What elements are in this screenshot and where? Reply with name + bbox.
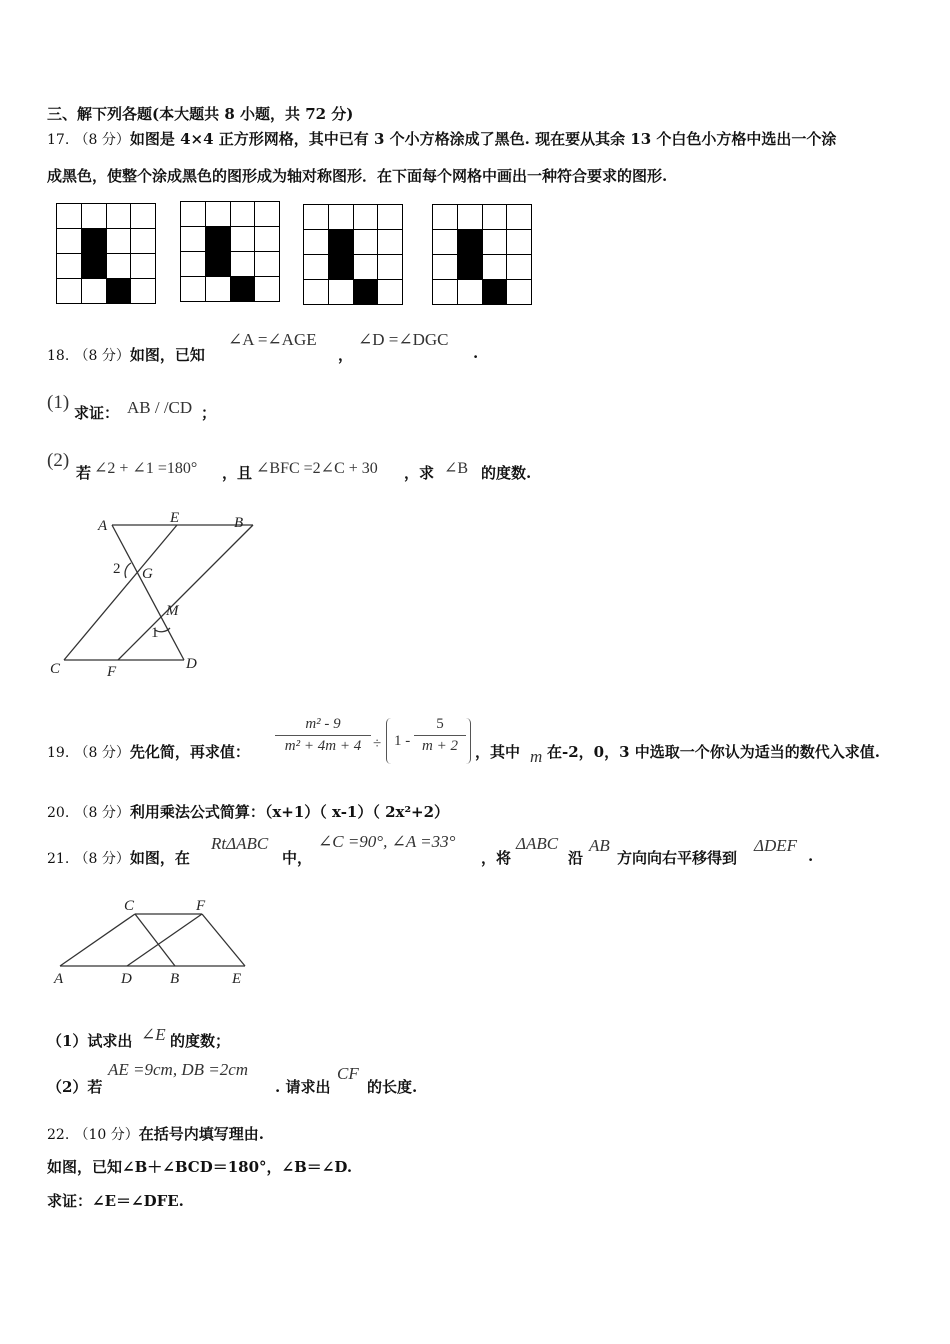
- q21-label-b: B: [170, 971, 180, 987]
- q19-paren-right: [466, 718, 471, 764]
- q18-line: [47, 344, 205, 365]
- q18-seg-ec: [64, 525, 177, 660]
- q18-p1-text: 求证：: [74, 404, 120, 422]
- q21-p2-mid: . 请求出: [275, 1078, 331, 1096]
- q19-score: （8 分）: [74, 745, 130, 761]
- q17-line2: 成黑色，使整个涂成黑色的图形成为轴对称图形．在下面每个网格中画出一种符合要求的图形.: [47, 167, 668, 185]
- grid-1[interactable]: [56, 203, 156, 304]
- q18-seg-bf: [118, 525, 253, 660]
- q19-fraction-2: [414, 716, 466, 755]
- q18-p2-mid: ，且: [222, 464, 253, 482]
- q18-p2-pre: 若: [76, 464, 92, 482]
- q18-figure: [40, 500, 280, 690]
- q17-text1: 如图是 4×4 正方形网格，其中已有 3 个小方格涂成了黑色. 现在要从其余 13 个白色小方格中选出一个涂: [129, 130, 837, 148]
- q21-label-d: D: [121, 971, 132, 987]
- q21-p1-math: ∠E: [141, 1025, 166, 1044]
- q21-label-c: C: [124, 898, 135, 914]
- q18-label-c: C: [50, 661, 61, 677]
- q18-seg-ad: [112, 525, 184, 660]
- q18-label-b: B: [234, 515, 244, 531]
- grid-4[interactable]: [432, 204, 532, 305]
- q19-text: 先化简，再求值：: [129, 743, 250, 761]
- q18-p1-end: ；: [201, 404, 217, 422]
- q18-p2-end: 的度数.: [481, 464, 532, 482]
- q19-fraction-1: [275, 716, 371, 755]
- q19-var: m: [530, 747, 543, 766]
- q22-line2: 如图，已知∠B＋∠BCD＝180°，∠B＝∠D.: [47, 1158, 353, 1176]
- q22-line: [47, 1123, 264, 1144]
- grid-2[interactable]: [180, 201, 280, 302]
- q21-p2: （2）若: [47, 1078, 103, 1096]
- q18-angle-2-arc: [125, 563, 131, 578]
- q18-p2-mid2: ，求: [404, 464, 435, 482]
- q18-p2-math2: ∠BFC =2∠C + 30: [256, 460, 378, 477]
- q21-math1: RtΔABC: [211, 834, 269, 853]
- q21-t2: ，将: [481, 849, 512, 867]
- q18-cond1: ∠A =∠AGE: [228, 330, 317, 349]
- q21-label-f: F: [196, 898, 206, 914]
- q17-line1: [47, 128, 836, 149]
- q21-seg-df: [127, 914, 202, 966]
- q20-line: [47, 801, 449, 822]
- q21-p2-math: AE =9cm, DB =2cm: [108, 1060, 249, 1079]
- q18-label-f: F: [107, 664, 117, 680]
- q18-comma: ，: [338, 346, 354, 364]
- q18-p2-label: (2): [47, 450, 70, 471]
- q18-label-2: 2: [113, 561, 121, 577]
- q18-label-g: G: [142, 566, 153, 582]
- q21-seg-ac: [60, 914, 135, 966]
- q18-intro: 如图，已知: [129, 346, 205, 364]
- q21-p1: （1）试求出: [47, 1032, 133, 1050]
- q17-number: 17.: [47, 132, 70, 148]
- q20-score: （8 分）: [74, 805, 130, 821]
- q21-score: （8 分）: [74, 851, 130, 867]
- q21-t5: .: [808, 847, 814, 865]
- q19-paren-left: [386, 718, 391, 764]
- q19-den2: m + 2: [422, 738, 458, 754]
- q18-score: （8 分）: [74, 348, 130, 364]
- section-title: 三、解下列各题(本大题共 8 小题，共 72 分): [47, 105, 354, 123]
- q19-num1: m² - 9: [275, 716, 371, 736]
- q18-p2-math1: ∠2 + ∠1 =180°: [94, 460, 198, 477]
- q21-p2-end: 的长度.: [367, 1078, 418, 1096]
- q18-period: .: [473, 344, 479, 362]
- q19-div: ÷: [373, 736, 382, 752]
- q20-text: 利用乘法公式简算：（x+1）（ x-1）（ 2x²+2）: [129, 803, 450, 821]
- q22-score: （10 分）: [74, 1127, 139, 1143]
- q21-line: [47, 847, 190, 868]
- q19-mid: ，其中: [475, 743, 521, 761]
- q21-math3: ΔABC: [516, 834, 559, 853]
- q18-cond2: ∠D =∠DGC: [358, 330, 449, 349]
- q21-label-e: E: [232, 971, 242, 987]
- q18-label-m: M: [166, 603, 179, 619]
- q18-label-1: 1: [151, 625, 159, 641]
- q21-math4: AB: [589, 836, 610, 855]
- grid-3[interactable]: [303, 204, 403, 305]
- q21-label-a: A: [54, 971, 64, 987]
- q18-p2-math3: ∠B: [444, 460, 469, 477]
- q19-num2: 5: [414, 716, 466, 736]
- q21-p2-math2: CF: [337, 1064, 359, 1083]
- q21-t1: 中，: [282, 849, 313, 867]
- q18-label-e: E: [170, 510, 180, 526]
- q20-number: 20.: [47, 805, 70, 821]
- q19-number: 19.: [47, 745, 70, 761]
- q19-den1: m² + 4m + 4: [284, 738, 362, 754]
- q21-math5: ΔDEF: [754, 836, 798, 855]
- q21-t4: 方向向右平移得到: [617, 849, 738, 867]
- q18-label-d: D: [186, 656, 197, 672]
- q21-math2: ∠C =90°, ∠A =33°: [318, 832, 456, 851]
- q21-t3: 沿: [568, 849, 584, 867]
- q21-seg-fe: [202, 914, 245, 966]
- q21-number: 21.: [47, 851, 70, 867]
- q21-figure: [40, 890, 270, 990]
- q18-p1-label: (1): [47, 392, 70, 413]
- q22-text: 在括号内填写理由.: [138, 1125, 264, 1143]
- q17-score: （8 分）: [74, 132, 130, 148]
- q22-number: 22.: [47, 1127, 70, 1143]
- q21-seg-cb: [135, 914, 175, 966]
- q19-end: 在-2，0，3 中选取一个你认为适当的数代入求值.: [547, 743, 880, 761]
- q21-intro: 如图，在: [129, 849, 190, 867]
- q18-number: 18.: [47, 348, 70, 364]
- q21-p1-end: 的度数；: [170, 1032, 231, 1050]
- q19-one-minus: 1 -: [394, 733, 411, 749]
- q18-p1-math: AB / /CD: [127, 398, 193, 417]
- q19-line: [47, 741, 250, 762]
- q22-line3: 求证：∠E＝∠DFE.: [47, 1192, 184, 1210]
- q18-label-a: A: [98, 518, 108, 534]
